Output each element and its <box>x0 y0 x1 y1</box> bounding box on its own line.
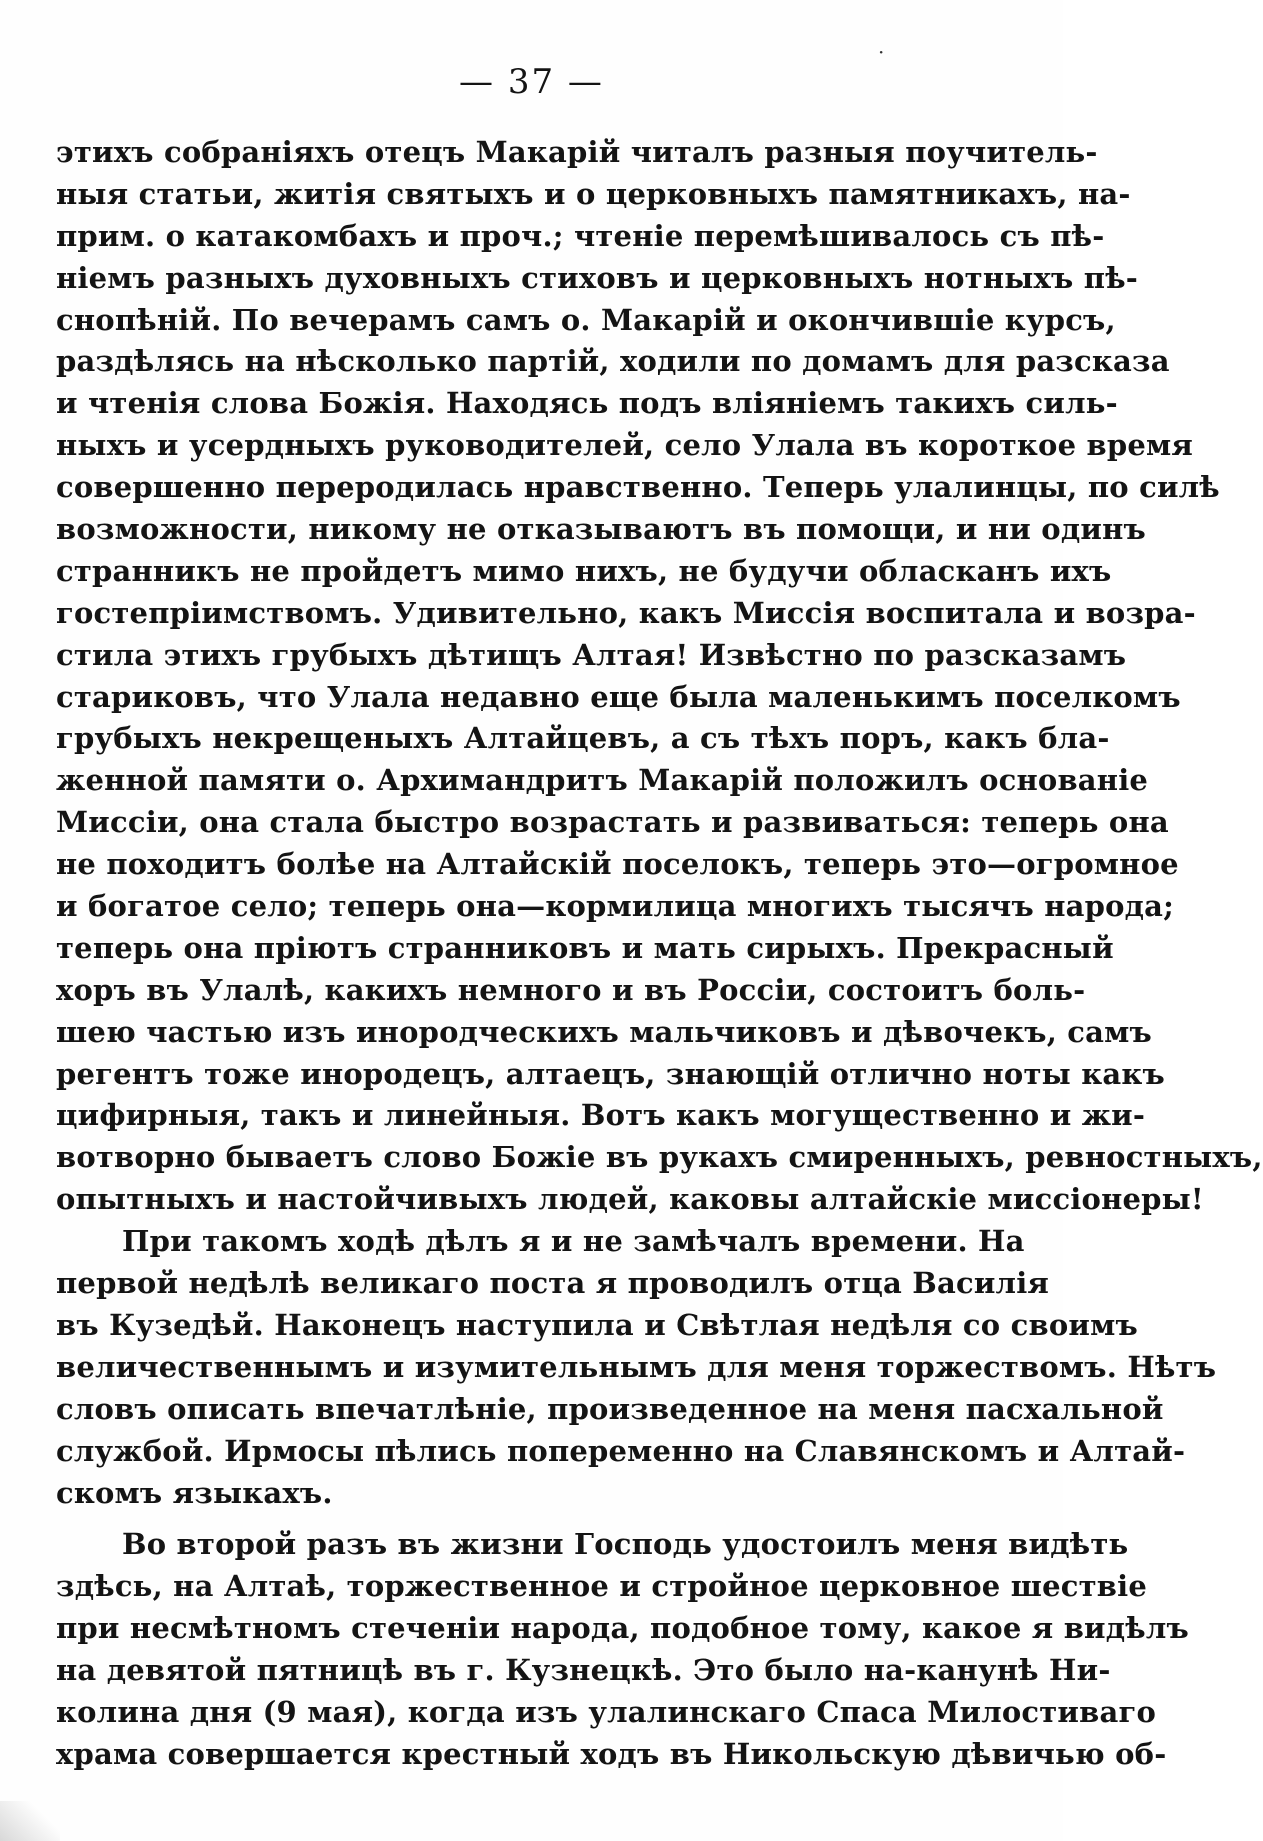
page-edge-shadow <box>0 1801 60 1841</box>
text-line: стариковъ, что Улала недавно еще была маленькимъ поселкомъ <box>56 679 1181 714</box>
text-line: хоръ въ Улалѣ, какихъ немного и въ Россіи, состоитъ боль- <box>56 972 1086 1007</box>
text-line: здѣсь, на Алтаѣ, торжественное и стройное церковное шествіе <box>56 1569 1148 1604</box>
text-line: гостепріимствомъ. Удивительно, какъ Миссія воспитала и возра- <box>56 595 1196 630</box>
text-line: при несмѣтномъ стеченіи народа, подобное тому, какое я видѣлъ <box>56 1611 1189 1646</box>
text-line: этихъ собраніяхъ отецъ Макарій читалъ разныя поучитель- <box>56 135 1098 169</box>
text-line: теперь она пріютъ странниковъ и мать сирыхъ. Прекрасный <box>56 930 1114 965</box>
text-line: возможности, никому не отказываютъ въ помощи, и ни одинъ <box>56 512 1146 547</box>
text-line: опытныхъ и настойчивыхъ людей, каковы алтайскіе миссіонеры! <box>56 1182 1204 1217</box>
body-text <box>56 132 1263 1776</box>
page-number: — 37 — <box>459 62 604 102</box>
text-line: грубыхъ некрещеныхъ Алтайцевъ, а съ тѣхъ поръ, какъ бла- <box>56 721 1110 756</box>
text-line: на девятой пятницѣ въ г. Кузнецкѣ. Это было на-канунѣ Ни- <box>56 1653 1111 1688</box>
text-line: ныя статьи, житія святыхъ и о церковныхъ памятникахъ, на- <box>56 176 1131 211</box>
margin-mark: · <box>878 40 885 64</box>
text-line: Миссіи, она стала быстро возрастать и развиваться: теперь она <box>56 805 1169 840</box>
text-line: первой недѣлѣ великаго поста я проводилъ отца Василія <box>56 1266 1050 1301</box>
text-line: цифирныя, такъ и линейныя. Вотъ какъ могущественно и жи- <box>56 1098 1146 1133</box>
text-line: прим. о катакомбахъ и проч.; чтеніе перемѣшивалось съ пѣ- <box>56 218 1105 253</box>
text-line: раздѣлясь на нѣсколько партій, ходили по домамъ для разсказа <box>56 344 1170 379</box>
text-line: снопѣній. По вечерамъ самъ о. Макарій и окончившіе курсъ, <box>56 302 1116 337</box>
text-line: въ Кузедѣй. Наконецъ наступила и Свѣтлая недѣля со своимъ <box>56 1307 1138 1342</box>
paragraph-start-line: Во второй разъ въ жизни Господь удостоилъ меня видѣть <box>122 1527 1129 1562</box>
text-line: совершенно переродилась нравственно. Теперь улалинцы, по силѣ <box>56 470 1220 505</box>
text-line: вотворно бываетъ слово Божіе въ рукахъ смиренныхъ, ревностныхъ, <box>56 1140 1263 1175</box>
text-line: словъ описать впечатлѣніе, произведенное на меня пасхальной <box>56 1391 1164 1426</box>
text-line: не походитъ болѣе на Алтайскій поселокъ, теперь это—огромное <box>56 847 1179 882</box>
text-line: регентъ тоже инородецъ, алтаецъ, знающій отлично ноты какъ <box>56 1056 1165 1091</box>
text-line: скомъ языкахъ. <box>56 1475 333 1510</box>
text-line: женной памяти о. Архимандритъ Макарій положилъ основаніе <box>56 763 1149 798</box>
text-line: величественнымъ и изумительнымъ для меня торжествомъ. Нѣтъ <box>56 1349 1217 1384</box>
text-line: и чтенія слова Божія. Находясь подъ вліяніемъ такихъ силь- <box>56 386 1118 421</box>
paragraph-start-line: При такомъ ходѣ дѣлъ я и не замѣчалъ времени. На <box>122 1224 1025 1259</box>
text-line: колина дня (9 мая), когда изъ улалинскаго Спаса Милостиваго <box>56 1694 1156 1729</box>
text-line: храма совершается крестный ходъ въ Никольскую дѣвичью об- <box>56 1736 1167 1771</box>
text-line: ныхъ и усердныхъ руководителей, село Улала въ короткое время <box>56 428 1194 463</box>
text-line: стила этихъ грубыхъ дѣтищъ Алтая! Извѣстно по разсказамъ <box>56 637 1127 672</box>
text-line: странникъ не пройдетъ мимо нихъ, не будучи обласканъ ихъ <box>56 553 1112 588</box>
text-line: службой. Ирмосы пѣлись попеременно на Славянскомъ и Алтай- <box>56 1433 1186 1468</box>
text-line: шею частью изъ инородческихъ мальчиковъ и дѣвочекъ, самъ <box>56 1014 1152 1049</box>
text-line: ніемъ разныхъ духовныхъ стиховъ и церковныхъ нотныхъ пѣ- <box>56 260 1139 295</box>
text-line: и богатое село; теперь она—кормилица многихъ тысячъ народа; <box>56 889 1175 924</box>
